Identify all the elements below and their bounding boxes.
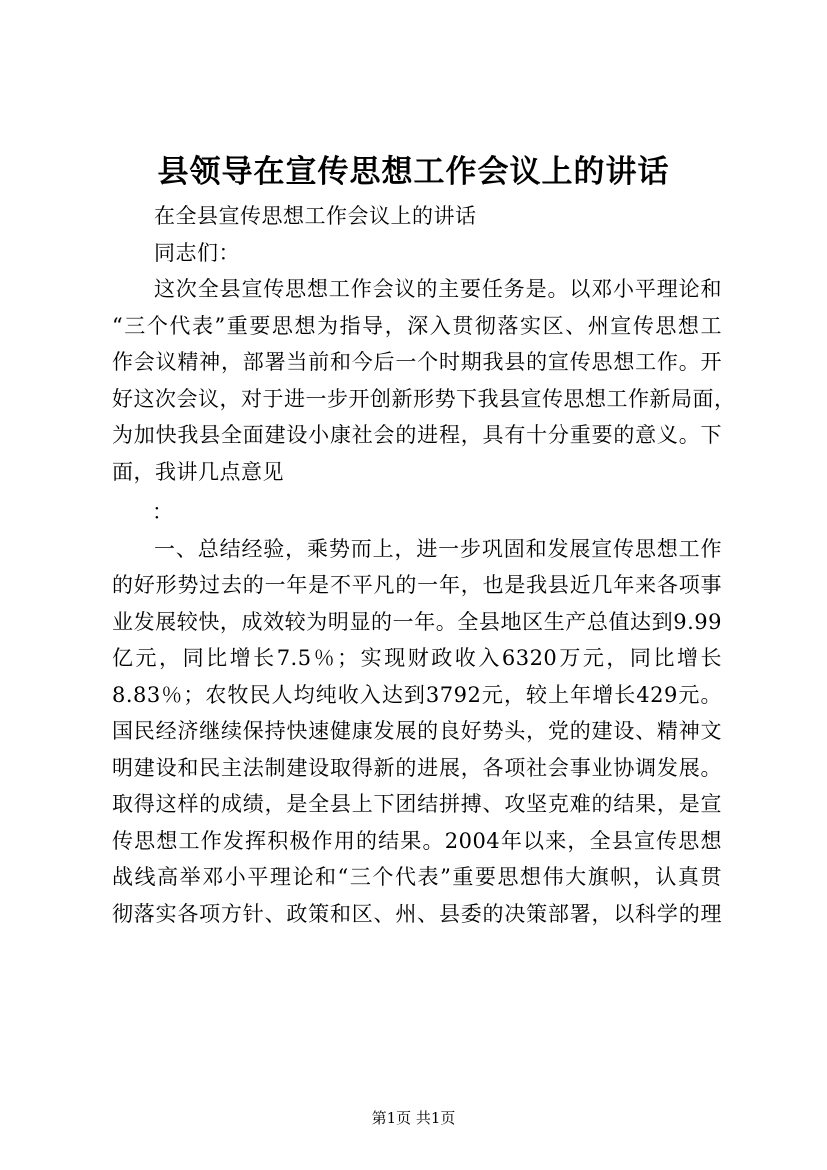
paragraph-line: 面，我讲几点意见 [112,459,284,484]
section-heading-line: 一、总结经验，乘势而上，进一步巩固和发展宣传思想工作 [154,536,722,561]
paragraph-line: 战线高举邓小平理论和“三个代表”重要思想伟大旗帜，认真贯 [112,865,722,889]
paragraph-line: 国民经济继续保持快速健康发展的良好势头，党的建设、精神文 [112,719,722,743]
subtitle-line: 在全县宣传思想工作会议上的讲话 [154,204,477,228]
paragraph-line: 亿元，同比增长7.5％；实现财政收入6320万元，同比增长 [112,646,722,670]
document-title: 县领导在宣传思想工作会议上的讲话 [157,154,670,190]
document-body [112,198,736,932]
paragraph-line: 取得这样的成绩，是全县上下团结拼搏、攻坚克难的结果，是宣 [112,792,722,816]
paragraph-line: 明建设和民主法制建设取得新的进展，各项社会事业协调发展。 [112,755,722,780]
paragraph-line: 这次全县宣传思想工作会议的主要任务是。以邓小平理论和 [154,277,722,301]
salutation-line: 同志们： [154,240,240,265]
paragraph-line: ： [152,500,174,524]
paragraph-line: 彻落实各项方针、政策和区、州、县委的决策部署，以科学的理 [112,901,722,926]
paragraph-line: “三个代表”重要思想为指导，深入贯彻落实区、州宣传思想工 [112,313,722,338]
paragraph-line: 传思想工作发挥积极作用的结果。2004年以来，全县宣传思想 [112,828,722,853]
paragraph-line: 作会议精神，部署当前和今后一个时期我县的宣传思想工作。开 [112,350,722,374]
paragraph-line: 业发展较快，成效较为明显的一年。全县地区生产总值达到9.99 [112,609,722,634]
paragraph-line: 8.83％；农牧民人均纯收入达到3792元，较上年增长429元。 [112,682,722,707]
paragraph-line: 为加快我县全面建设小康社会的进程，具有十分重要的意义。下 [112,423,722,447]
page-footer: 第1页 共1页 [371,1109,456,1127]
paragraph-line: 好这次会议，对于进一步开创新形势下我县宣传思想工作新局面， [112,386,736,411]
paragraph-line: 的好形势过去的一年是不平凡的一年，也是我县近几年来各项事 [112,573,722,597]
